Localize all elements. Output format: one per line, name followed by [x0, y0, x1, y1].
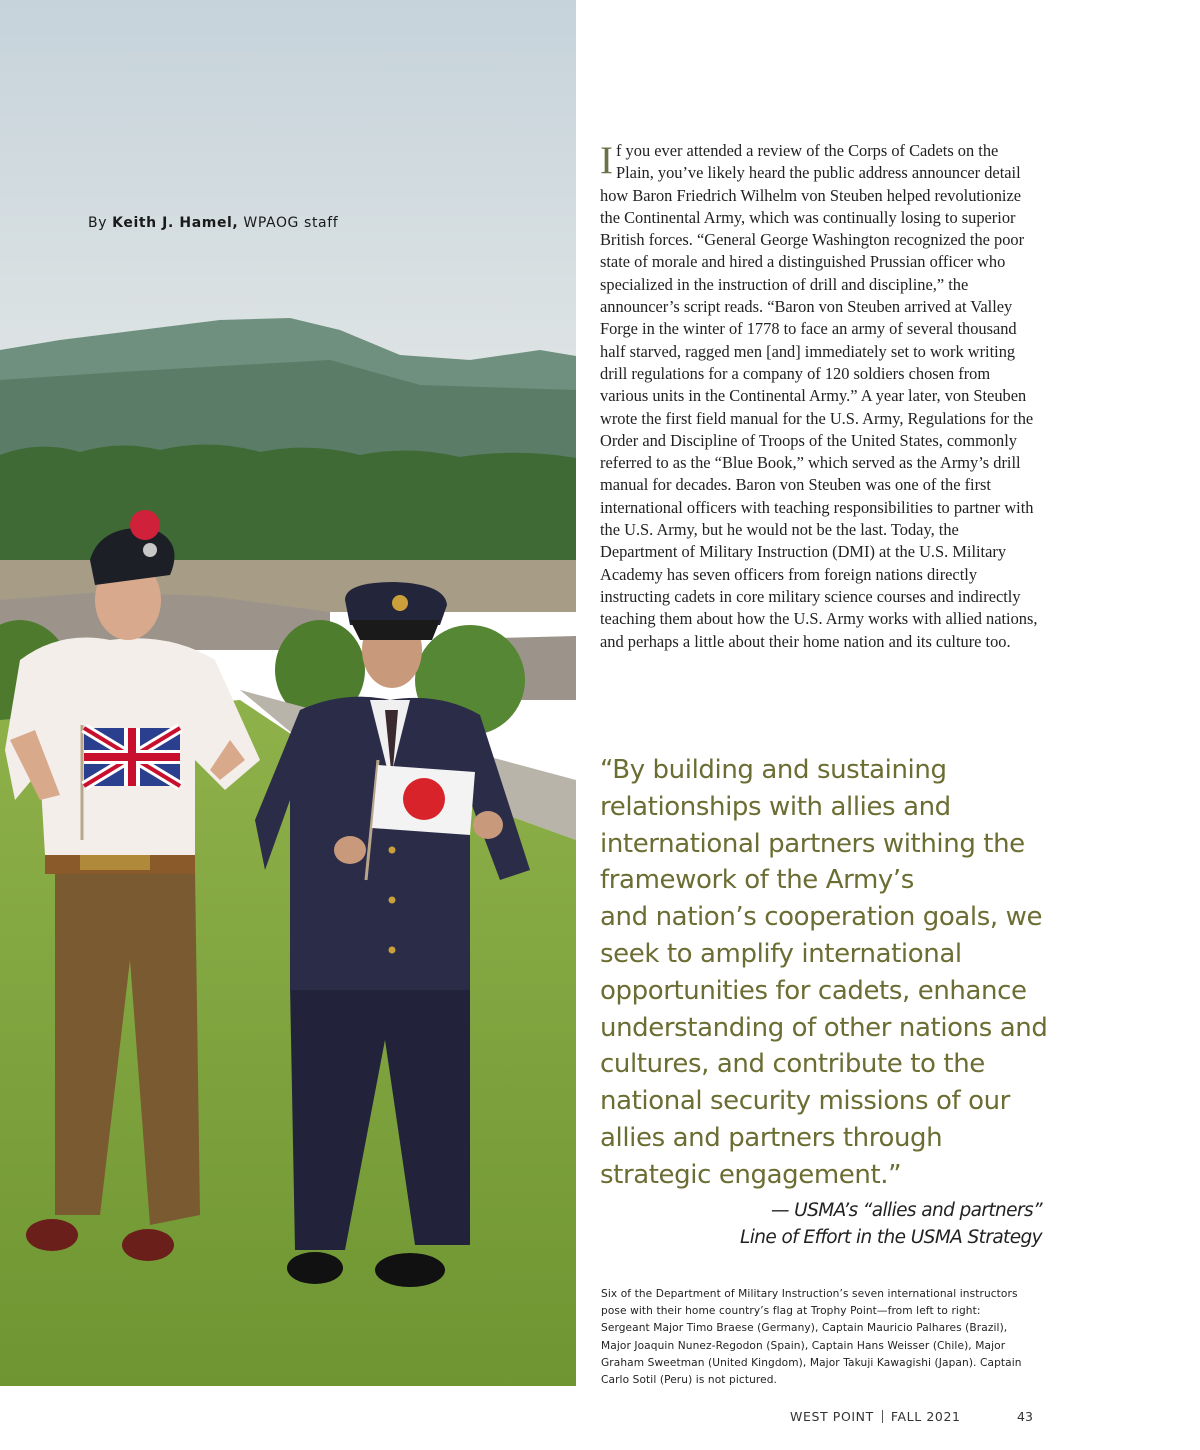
- footer-divider: [882, 1410, 883, 1423]
- pull-quote-line: seek to amplify international: [600, 938, 962, 969]
- attribution-line-2: Line of Effort in the USMA Strategy: [740, 1227, 1042, 1248]
- pull-quote-line: and nation’s cooperation goals, we: [600, 902, 1043, 933]
- page-footer: [790, 1409, 961, 1424]
- pull-quote-line: relationships with allies and: [600, 791, 951, 822]
- article-body: [600, 140, 1040, 653]
- pull-quote-line: strategic engagement.”: [600, 1159, 902, 1190]
- treeline: [0, 444, 576, 565]
- pull-quote-line: international partners withing the: [600, 828, 1025, 859]
- article-text: f you ever attended a review of the Corps of Cadets on the Plain, you’ve likely heard the public address announcer detail how Baron Friedrich Wilhelm von Steuben helped revolutionize the Continental Army, which was continually losing to superior British forces. “General George Washington recognized the poor state of morale and hired a distinguished Prussian officer who specialized in the instruction of drill and discipline,” the announcer’s script reads. “Baron von Steuben arrived at Valley Forge in the winter of 1778 to face an army of several thousand half starved, ragged men [and] immediately set to work writing drill regulations for a company of 120 soldiers chosen from various units in the Continental Army.” A year later, von Steuben wrote the first field manual for the U.S. Army, Regulations for the Order and Discipline of Troops of the United States, commonly referred to as the “Blue Book,” which served as the Army’s drill manual for decades. Baron von Steuben was one of the first international officers with teaching responsibilities to partner with the U.S. Army, but he would not be the last. Today, the Department of Military Instruction (DMI) at the U.S. Military Academy has seven officers from foreign nations directly instructing cadets in core military science courses and indirectly teaching them about how the U.S. Army works with allied nations, and perhaps a little about their home nation and its culture too.: [600, 141, 1038, 651]
- pull-quote-attribution: [640, 1197, 1042, 1251]
- byline: [88, 215, 338, 231]
- issue-label: FALL 2021: [890, 1409, 961, 1424]
- page-number: 43: [1017, 1409, 1033, 1424]
- pull-quote-line: opportunities for cadets, enhance: [600, 975, 1027, 1006]
- pull-quote-line: understanding of other nations and: [600, 1012, 1048, 1043]
- photo: [0, 0, 576, 1386]
- pull-quote-line: framework of the Army’s: [600, 865, 914, 896]
- pull-quote-line: national security missions of our: [600, 1086, 1010, 1117]
- byline-author: Keith J. Hamel,: [112, 215, 239, 231]
- pull-quote-line: allies and partners through: [600, 1122, 943, 1153]
- pull-quote-line: cultures, and contribute to the: [600, 1049, 985, 1080]
- pull-quote-line: “By building and sustaining: [600, 755, 947, 785]
- byline-prefix: By: [88, 215, 108, 231]
- photo-caption: Six of the Department of Military Instruction’s seven international instructors pose with their home country’s flag at Trophy Point—from left to right: Sergeant Major Timo Braese (Germany), Captain Mauricio Palhares (Brazil), Major Joaquin Nunez-Regodon (Spain), Captain Hans Weisser (Chile), Major Graham Sweetman (United Kingdom), Major Takuji Kawagishi (Japan). Captain Carlo Sotil (Peru) is not pictured.: [601, 1288, 1022, 1387]
- byline-affiliation: WPAOG staff: [243, 215, 339, 231]
- photo-illustration: [0, 0, 576, 1386]
- publication-name: WEST POINT: [790, 1409, 874, 1424]
- drop-cap: I: [600, 139, 613, 182]
- pull-quote: [600, 752, 1050, 1194]
- attribution-line-1: — USMA’s “allies and partners”: [770, 1200, 1042, 1221]
